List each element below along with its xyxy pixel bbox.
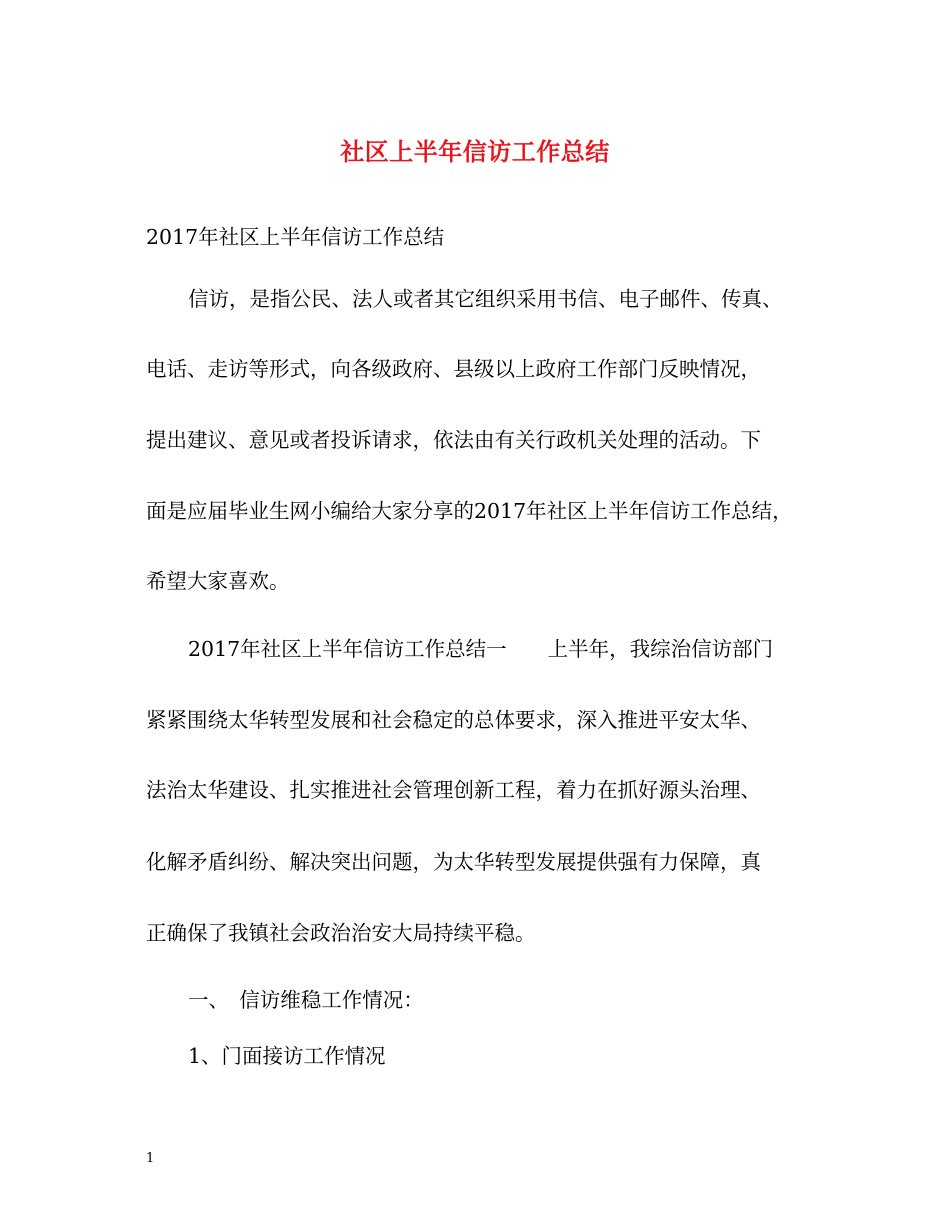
section-heading: 一、 信访维稳工作情况：: [188, 988, 424, 1012]
paragraph-line: 法治太华建设、扎实推进社会管理创新工程，着力在抓好源头治理、: [146, 778, 761, 802]
document-title: 社区上半年信访工作总结: [340, 137, 610, 166]
paragraph-line: 化解矛盾纠纷、解决突出问题，为太华转型发展提供强有力保障，真: [146, 850, 761, 874]
paragraph-line: 2017年社区上半年信访工作总结一 上半年，我综治信访部门: [188, 637, 774, 661]
paragraph-line: 面是应届毕业生网小编给大家分享的2017年社区上半年信访工作总结，: [146, 499, 793, 523]
subsection-heading: 1、门面接访工作情况: [188, 1044, 386, 1068]
paragraph-line: 提出建议、意见或者投诉请求，依法由有关行政机关处理的活动。下: [146, 428, 761, 452]
paragraph-line: 正确保了我镇社会政治治安大局持续平稳。: [146, 921, 536, 945]
paragraph-line: 紧紧围绕太华转型发展和社会稳定的总体要求，深入推进平安太华、: [146, 708, 761, 732]
page-number: 1: [146, 1151, 155, 1166]
subtitle-line: 2017年社区上半年信访工作总结: [146, 225, 445, 249]
paragraph-line: 电话、走访等形式，向各级政府、县级以上政府工作部门反映情况，: [146, 357, 761, 381]
paragraph-line: 信访，是指公民、法人或者其它组织采用书信、电子邮件、传真、: [188, 287, 783, 311]
paragraph-line: 希望大家喜欢。: [146, 569, 290, 593]
